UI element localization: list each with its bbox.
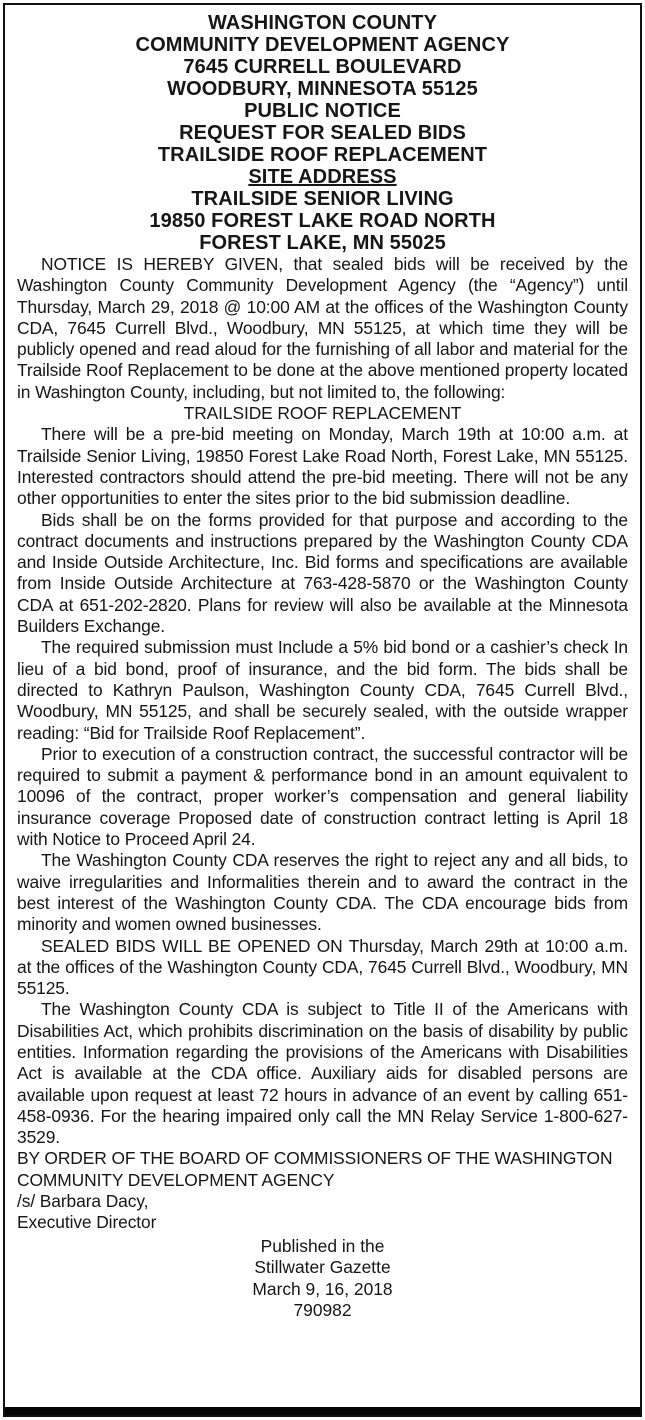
site-line-name: TRAILSIDE SENIOR LIVING [191, 188, 454, 210]
paragraph-performance-bond: Prior to execution of a construction contract, the successful contractor will be required to submit a payment & performance bond in an amount equivalent to 10096 of the contract, proper worker’s compensation and general liability insurance coverage Proposed date of construction contract letting is April 18 with Notice to Proceed April 24. [17, 743, 628, 850]
bottom-rule [5, 1407, 640, 1415]
signature-title: Executive Director [17, 1212, 157, 1233]
site-line-city: FOREST LAKE, MN 55025 [199, 232, 446, 254]
by-order-line: BY ORDER OF THE BOARD OF COMMISSIONERS OF THE WASHINGTON COMMUNITY DEVELOPMENT AGENCY [17, 1148, 613, 1190]
signature-line: /s/ Barbara Dacy, [17, 1191, 149, 1212]
publication-line-gazette: Stillwater Gazette [254, 1257, 391, 1278]
paragraph-bid-opening: SEALED BIDS WILL BE OPENED ON Thursday, March 29th at 10:00 a.m. at the offices of the Washington County CDA, 7645 Currell Blvd., Woodbury, MN 55125. [17, 935, 628, 999]
paragraph-prebid-meeting: There will be a pre-bid meeting on Monday, March 19th at 10:00 a.m. at Trailside Senior Living, 19850 Forest Lake Road North, Forest Lake, MN 55125. Interested contractors should attend the pre-bid meeting. There will not be any other opportunities to enter the sites prior to the bid submission deadline. [17, 424, 628, 509]
publication-line-number: 790982 [293, 1300, 352, 1321]
header-line-project: TRAILSIDE ROOF REPLACEMENT [157, 144, 488, 166]
paragraph-bid-forms: Bids shall be on the forms provided for that purpose and according to the contract documents and instructions prepared by the Washington County CDA and Inside Outside Architecture, Inc. Bid forms and specifications are available from Inside Outside Architecture at 763-428-5870 or the Washington County CDA at 651-202-2820. Plans for review will also be available at the Minnesota Builders Exchange. [17, 509, 628, 637]
notice-header [17, 12, 628, 254]
header-line-public-notice: PUBLIC NOTICE [244, 100, 401, 122]
site-address-heading: SITE ADDRESS [248, 166, 397, 188]
paragraph-reserve-rights: The Washington County CDA reserves the right to reject any and all bids, to waive irregularities and Informalities therein and to award the contract in the best interest of the Washington County CDA. The CDA encourage bids from minority and women owned businesses. [17, 850, 628, 935]
site-line-road: 19850 FOREST LAKE ROAD NORTH [149, 210, 496, 232]
header-line-city: WOODBURY, MINNESOTA 55125 [167, 78, 478, 100]
paragraph-notice-given: NOTICE IS HEREBY GIVEN, that sealed bids will be received by the Washington County Community Development Agency (the “Agency”) until Thursday, March 29, 2018 @ 10:00 AM at the offices of the Washington County CDA, 7645 Currell Blvd., Woodbury, MN 55125, at which time they will be publicly opened and read aloud for the furnishing of all labor and material for the Trailside Roof Replacement to be done at the above mentioned property located in Washington County, including, but not limited to, the following: [17, 254, 628, 402]
publication-footer [17, 1236, 628, 1322]
header-line-street: 7645 CURRELL BOULEVARD [183, 56, 462, 78]
header-line-county: WASHINGTON COUNTY [207, 12, 438, 34]
publication-line-published: Published in the [260, 1235, 385, 1256]
publication-line-dates: March 9, 16, 2018 [252, 1278, 393, 1299]
paragraph-submission: The required submission must Include a 5% bid bond or a cashier’s check In lieu of a bid bond, proof of insurance, and the bid form. The bids shall be directed to Kathryn Paulson, Washington County CDA, 7645 Currell Blvd., Woodbury, MN 55125, and shall be securely sealed, with the outside wrapper reading: “Bid for Trailside Roof Replacement”. [17, 637, 628, 743]
header-line-request-bids: REQUEST FOR SEALED BIDS [179, 122, 466, 144]
paragraph-ada: The Washington County CDA is subject to Title II of the Americans with Disabilities Act, which prohibits discrimination on the basis of disability by public entities. Information regarding the provisions of the Americans with Disabilities Act is available at the CDA office. Auxiliary aids for disabled persons are available upon request at least 72 hours in advance of an event by calling 651-458-0936. For the hearing impaired only call the MN Relay Service 1-800-627-3529. [17, 999, 628, 1148]
header-line-agency: COMMUNITY DEVELOPMENT AGENCY [135, 34, 510, 56]
notice-body [17, 254, 628, 1234]
public-notice-document [3, 3, 642, 1417]
project-heading: TRAILSIDE ROOF REPLACEMENT [183, 403, 462, 424]
